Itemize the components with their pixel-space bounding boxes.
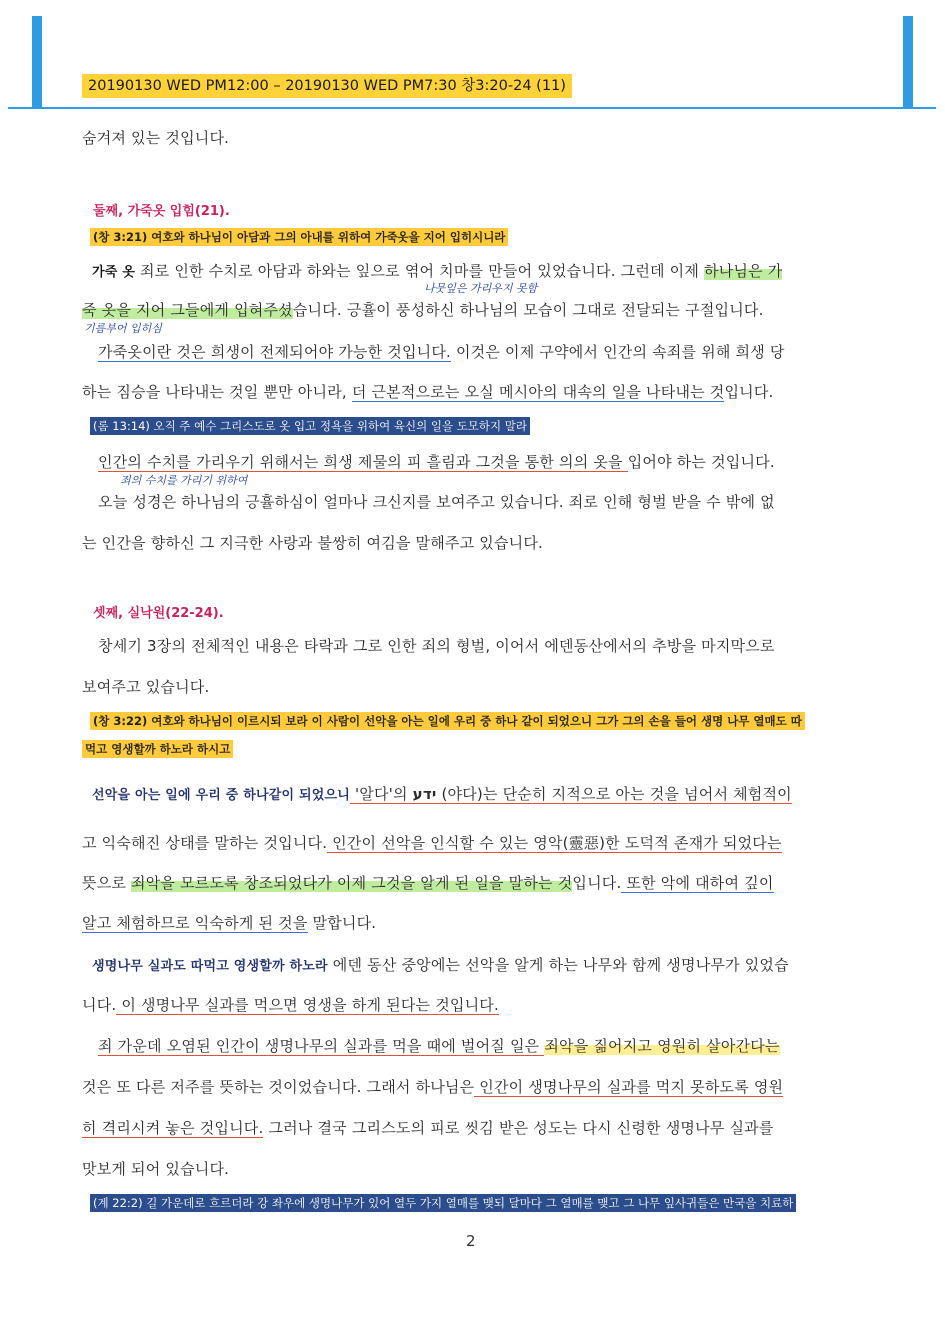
page-number: 2 (466, 1232, 476, 1250)
verse-gen-3-21: (창 3:21) 여호와 하나님이 아담과 그의 아내를 위하여 가죽옷을 지어 입히시니라 (90, 228, 508, 246)
text-line: 창세기 3장의 전체적인 내용은 타락과 그로 인한 죄의 형벌, 이어서 에덴동산에서의 추방을 마지막으로 (98, 637, 775, 655)
text-line: 뜻으로 죄악을 모르도록 창조되었다가 이제 그것을 알게 된 일을 말하는 것입니다. 또한 악에 대하여 깊이 (82, 874, 774, 892)
text-line: 하는 짐승을 나타내는 것일 뿐만 아니라, 더 근본적으로는 오실 메시아의 대속의 일을 나타내는 것입니다. (82, 383, 774, 401)
handwritten-note: 나뭇잎은 가리우지 못함 (424, 282, 538, 295)
text-line: 니다. 이 생명나무 실과를 먹으면 영생을 하게 된다는 것입니다. (82, 996, 499, 1014)
hebrew-word: ידע (412, 785, 437, 803)
handwritten-note: 죄의 수치를 가리기 위하여 (120, 474, 248, 487)
text-line: 생명나무 실과도 따먹고 영생할까 하노라 에덴 동산 중앙에는 선악을 알게 하는 나무와 함께 생명나무가 있었습 (92, 956, 789, 974)
section-heading-2: 둘째, 가죽옷 입힘(21). (93, 204, 230, 219)
verse-rev-22-2: (계 22:2) 길 가운데로 흐르더라 강 좌우에 생명나무가 있어 열두 가지 열매를 맺되 달마다 그 열매를 맺고 그 나무 잎사귀들은 만국을 치료하 (90, 1194, 796, 1212)
text-line: 인간의 수치를 가리우기 위해서는 희생 제물의 피 흘림과 그것을 통한 의의 옷을 입어야 하는 것입니다. (98, 453, 775, 471)
text-line: 가죽 옷 죄로 인한 수치로 아담과 하와는 잎으로 엮어 치마를 만들어 있었습니다. 그런데 이제 하나님은 가 (92, 262, 783, 280)
text-line: 것은 또 다른 저주를 뜻하는 것이었습니다. 그래서 하나님은 인간이 생명나무의 실과를 먹지 못하도록 영원 (82, 1078, 784, 1096)
text-line: 죄 가운데 오염된 인간이 생명나무의 실과를 먹을 때에 벌어질 일은 죄악을 짊어지고 영원히 살아간다는 (98, 1037, 780, 1055)
right-margin-bar (903, 16, 913, 108)
text-line: 숨겨져 있는 것입니다. (82, 129, 230, 147)
text-line: 는 인간을 향하신 그 지극한 사랑과 불쌍히 여김을 말해주고 있습니다. (82, 534, 544, 552)
text-line: 고 익숙해진 상태를 말하는 것입니다. 인간이 선악을 인식할 수 있는 영악(靈惡)한 도덕적 존재가 되었다는 (82, 834, 782, 852)
page-header: 20190130 WED PM12:00 – 20190130 WED PM7:30 창3:20-24 (11) (82, 74, 572, 98)
text-line: 가죽옷이란 것은 희생이 전제되어야 가능한 것입니다. 이것은 이제 구약에서 인간의 속죄를 위해 희생 당 (98, 343, 785, 361)
text-line: 히 격리시켜 놓은 것입니다. 그러나 결국 그리스도의 피로 씻김 받은 성도는 다시 신령한 생명나무 실과를 (82, 1119, 774, 1137)
section-heading-3: 셋째, 실낙원(22-24). (93, 606, 224, 621)
text-line: 보여주고 있습니다. (82, 678, 210, 696)
text-line: 선악을 아는 일에 우리 중 하나같이 되었으니 '알다'의 ידע (야다)는 단순히 지적으로 아는 것을 넘어서 체험적이 (92, 785, 792, 803)
handwritten-note: 기름부어 입히심 (84, 322, 162, 335)
verse-rom-13-14: (롬 13:14) 오직 주 예수 그리스도로 옷 입고 정욕을 위하여 육신의 일을 도모하지 말라 (90, 417, 530, 435)
text-line: 맛보게 되어 있습니다. (82, 1160, 230, 1178)
verse-gen-3-22-cont: 먹고 영생할까 하노라 하시고 (82, 740, 233, 758)
text-line: 알고 체험하므로 익숙하게 된 것을 말합니다. (82, 914, 377, 932)
left-margin-bar (32, 16, 42, 108)
text-line: 죽 옷을 지어 그들에게 입혀주셨습니다. 긍휼이 풍성하신 하나님의 모습이 그대로 전달되는 구절입니다. (82, 301, 764, 319)
text-line: 오늘 성경은 하나님의 긍휼하심이 얼마나 크신지를 보여주고 있습니다. 죄로 인해 형벌 받을 수 밖에 없 (98, 493, 775, 511)
lead-term: 가죽 옷 (92, 265, 135, 280)
header-divider (8, 107, 936, 109)
verse-gen-3-22: (창 3:22) 여호와 하나님이 이르시되 보라 이 사람이 선악을 아는 일에 우리 중 하나 같이 되었으니 그가 그의 손을 들어 생명 나무 열매도 따 (90, 712, 805, 730)
